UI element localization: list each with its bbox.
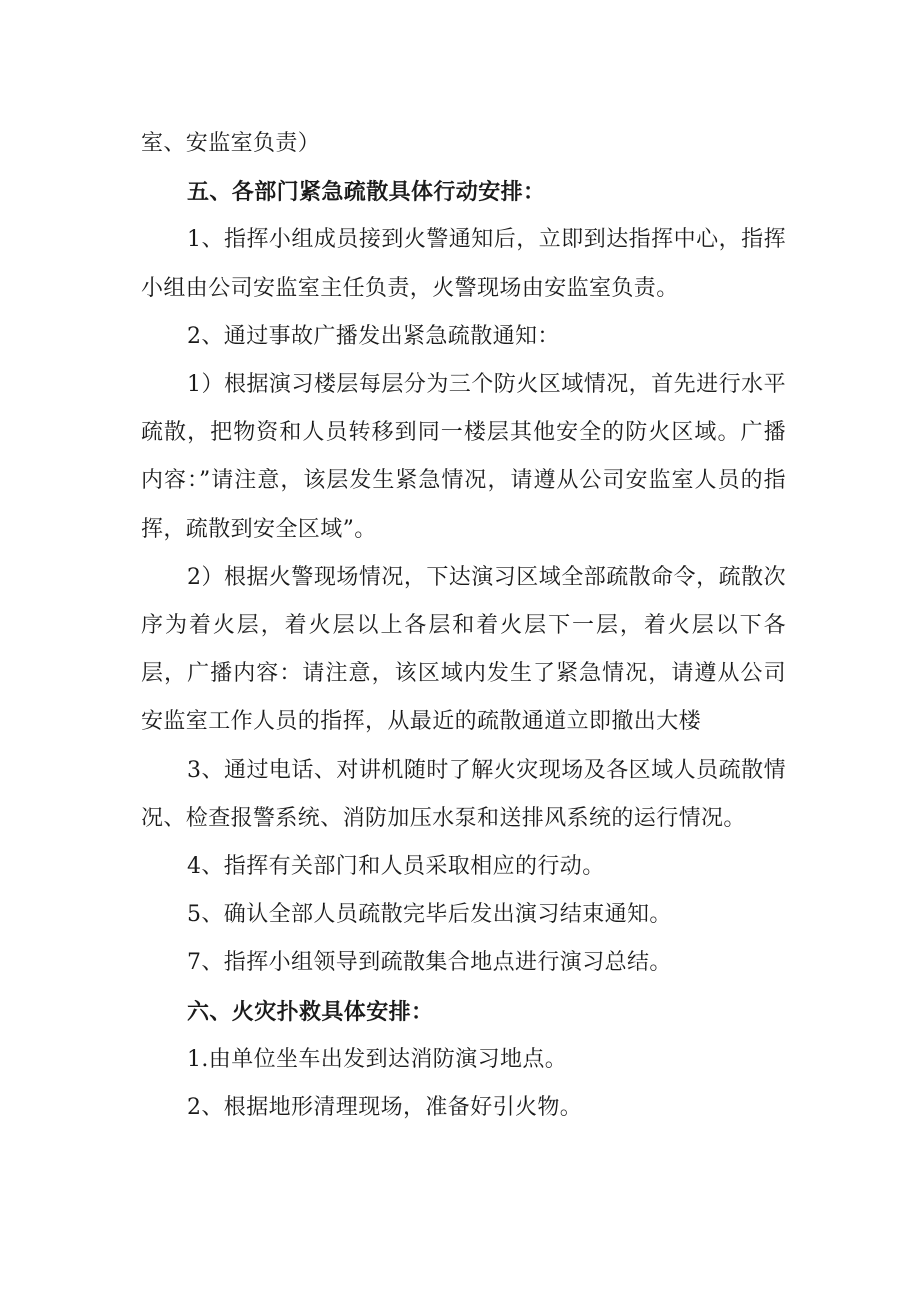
paragraph-continuation: 室、安监室负责） (141, 131, 321, 156)
paragraph-step-1: 1.由单位坐车出发到达消防演习地点。 (187, 1046, 568, 1072)
paragraph-item-2: 2、通过事故广播发出紧急疏散通知： (187, 323, 560, 349)
paragraph-subitem-1: 1）根据演习楼层每层分为三个防火区域情况，首先进行水平疏散，把物资和人员转移到同一楼层其他安全的防火区域。广播内容：”请注意，该层发生紧急情况，请遵从公司安监室人员的指挥，疏散到安全区域”。 (141, 372, 786, 542)
section-heading-6: 六、火灾扑救具体安排： (187, 998, 434, 1025)
paragraph-subitem-2: 2）根据火警现场情况，下达演习区域全部疏散命令，疏散次序为着火层，着火层以上各层和着火层下一层，着火层以下各层，广播内容：请注意，该区域内发生了紧急情况，请遵从公司安监室工作人员的指挥，从最近的疏散通道立即撤出大楼 (141, 564, 786, 735)
paragraph-item-7: 7、指挥小组领导到疏散集合地点进行演习总结。 (187, 950, 672, 976)
document-body (141, 120, 786, 1132)
paragraph-item-3: 3、通过电话、对讲机随时了解火灾现场及各区域人员疏散情况、检查报警系统、消防加压水泵和送排风系统的运行情况。 (141, 757, 786, 831)
paragraph-item-1: 1、指挥小组成员接到火警通知后，立即到达指挥中心，指挥小组由公司安监室主任负责，火警现场由安监室负责。 (141, 227, 786, 301)
paragraph-item-5: 5、确认全部人员疏散完毕后发出演习结束通知。 (187, 902, 672, 928)
section-heading-5: 五、各部门紧急疏散具体行动安排： (187, 179, 546, 206)
paragraph-item-4: 4、指挥有关部门和人员采取相应的行动。 (187, 854, 605, 880)
paragraph-step-2: 2、根据地形清理现场，准备好引火物。 (187, 1095, 583, 1121)
